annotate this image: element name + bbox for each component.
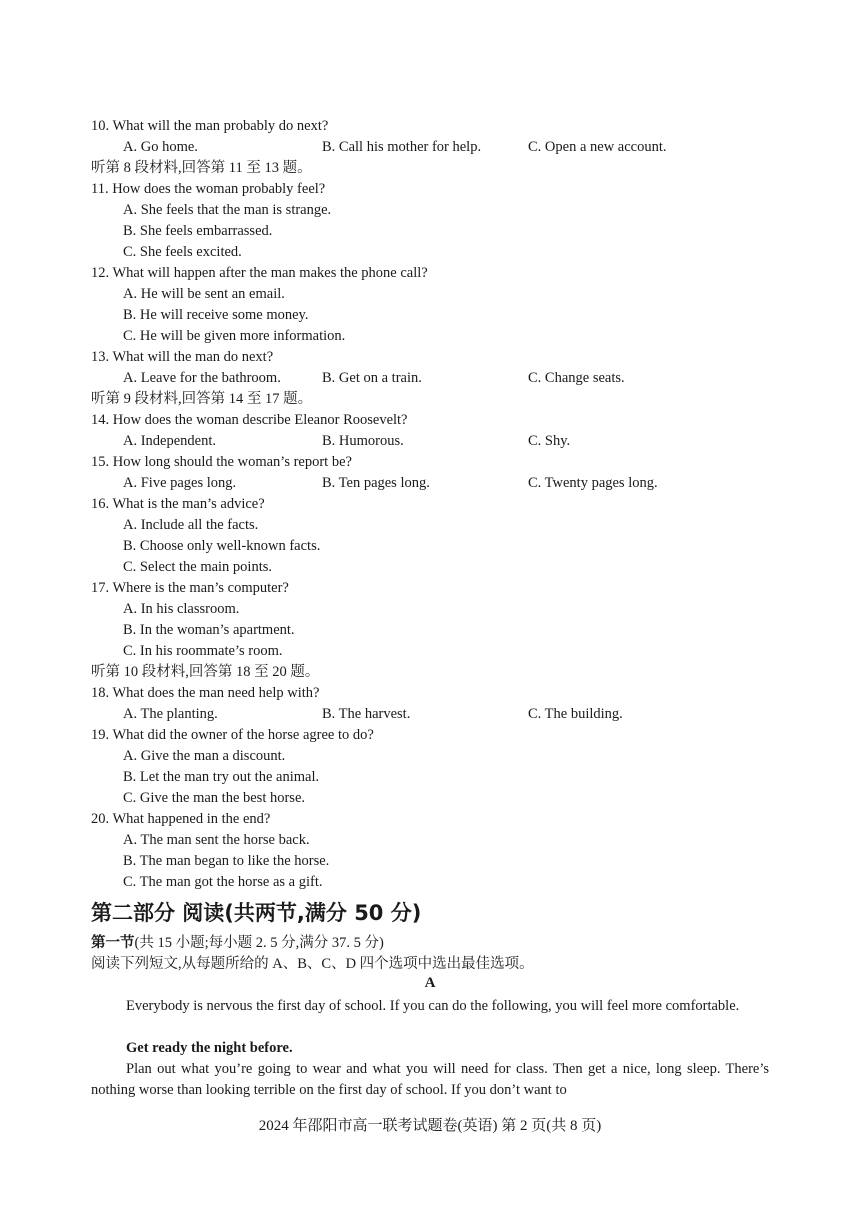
option-10a: A. Go home. (123, 139, 198, 155)
question-16: 16. What is the man’s advice? (91, 496, 265, 512)
section1-header (91, 933, 384, 954)
question-10: 10. What will the man probably do next? (91, 118, 329, 134)
page-footer: 2024 年邵阳市高一联考试题卷(英语) 第 2 页(共 8 页) (258, 1118, 602, 1134)
option-17a: A. In his classroom. (123, 601, 240, 617)
question-20: 20. What happened in the end? (91, 811, 271, 827)
option-16c: C. Select the main points. (123, 559, 273, 575)
option-12b: B. He will receive some money. (123, 307, 309, 323)
question-11: 11. How does the woman probably feel? (91, 181, 326, 197)
reading-instruction: 阅读下列短文,从每题所给的 A、B、C、D 四个选项中选出最佳选项。 (91, 956, 534, 972)
option-14b: B. Humorous. (322, 433, 404, 449)
question-13: 13. What will the man do next? (91, 349, 274, 365)
passage-paragraph-1: Everybody is nervous the first day of school. If you can do the following, you will feel more comfortable. (126, 998, 740, 1014)
part2-title: 第二部分 阅读(共两节,满分 50 分) (91, 901, 422, 925)
option-17b: B. In the woman’s apartment. (123, 622, 295, 638)
question-14: 14. How does the woman describe Eleanor Roosevelt? (91, 412, 408, 428)
option-20b: B. The man began to like the horse. (123, 853, 330, 869)
option-18a: A. The planting. (123, 706, 218, 722)
option-16a: A. Include all the facts. (123, 517, 259, 533)
question-17: 17. Where is the man’s computer? (91, 580, 289, 596)
passage-letter: A (424, 975, 436, 991)
section-header-9: 听第 9 段材料,回答第 14 至 17 题。 (91, 391, 313, 407)
option-19a: A. Give the man a discount. (123, 748, 286, 764)
option-15a: A. Five pages long. (123, 475, 237, 491)
option-13b: B. Get on a train. (322, 370, 422, 386)
option-20a: A. The man sent the horse back. (123, 832, 310, 848)
question-18: 18. What does the man need help with? (91, 685, 320, 701)
question-12: 12. What will happen after the man makes the phone call? (91, 265, 428, 281)
option-13c: C. Change seats. (528, 370, 625, 386)
option-18b: B. The harvest. (322, 706, 411, 722)
option-11a: A. She feels that the man is strange. (123, 202, 332, 218)
option-14c: C. Shy. (528, 433, 571, 449)
option-13a: A. Leave for the bathroom. (123, 370, 281, 386)
option-15c: C. Twenty pages long. (528, 475, 658, 491)
option-11c: C. She feels excited. (123, 244, 242, 260)
question-19: 19. What did the owner of the horse agree to do? (91, 727, 374, 743)
option-10b: B. Call his mother for help. (322, 139, 482, 155)
passage-heading-1: Get ready the night before. (126, 1040, 293, 1056)
option-17c: C. In his roommate’s room. (123, 643, 283, 659)
option-16b: B. Choose only well-known facts. (123, 538, 321, 554)
option-11b: B. She feels embarrassed. (123, 223, 273, 239)
option-14a: A. Independent. (123, 433, 217, 449)
option-12a: A. He will be sent an email. (123, 286, 285, 302)
question-15: 15. How long should the woman’s report be? (91, 454, 352, 470)
section1-scoring: (共 15 小题;每小题 2. 5 分,满分 37. 5 分) (134, 935, 384, 951)
section1-label: 第一节 (91, 935, 135, 951)
option-19b: B. Let the man try out the animal. (123, 769, 320, 785)
option-15b: B. Ten pages long. (322, 475, 430, 491)
option-19c: C. Give the man the best horse. (123, 790, 306, 806)
option-18c: C. The building. (528, 706, 623, 722)
passage-paragraph-2: Plan out what you’re going to wear and what you will need for class. Then get a nice, long sleep. There’s nothing worse than looking terrible on the first day of school. If you don’t want to (91, 1061, 769, 1098)
option-10c: C. Open a new account. (528, 139, 667, 155)
option-20c: C. The man got the horse as a gift. (123, 874, 323, 890)
section-header-10: 听第 10 段材料,回答第 18 至 20 题。 (91, 664, 320, 680)
option-12c: C. He will be given more information. (123, 328, 346, 344)
section-header-8: 听第 8 段材料,回答第 11 至 13 题。 (91, 160, 312, 176)
